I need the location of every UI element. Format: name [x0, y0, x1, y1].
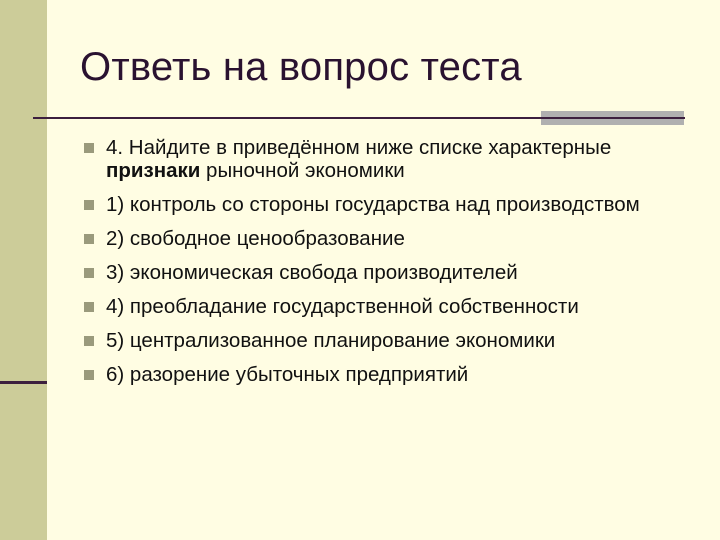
bullet-list [84, 136, 704, 397]
option-text: 1) контроль со стороны государства над производством [106, 193, 640, 216]
square-bullet-icon [84, 302, 94, 312]
title-underline-accent [541, 111, 684, 117]
option-text: 4) преобладание государственной собственности [106, 295, 579, 318]
question-text-bold: признаки [106, 159, 201, 182]
list-item-question [84, 136, 704, 182]
list-item-option-1 [84, 193, 704, 216]
list-item-option-3 [84, 261, 704, 284]
title-underline-accent-lower [541, 119, 684, 125]
question-text-suffix: рыночной экономики [200, 159, 405, 182]
slide-title: Ответь на вопрос теста [80, 45, 522, 89]
square-bullet-icon [84, 143, 94, 153]
list-item-option-2 [84, 227, 704, 250]
square-bullet-icon [84, 370, 94, 380]
list-item-option-5 [84, 329, 704, 352]
square-bullet-icon [84, 200, 94, 210]
square-bullet-icon [84, 234, 94, 244]
option-text: 2) свободное ценообразование [106, 227, 405, 250]
option-text: 6) разорение убыточных предприятий [106, 363, 469, 386]
list-item-option-6 [84, 363, 704, 386]
list-item-option-4 [84, 295, 704, 318]
square-bullet-icon [84, 336, 94, 346]
side-band-marker [0, 381, 47, 384]
question-text-prefix: 4. Найдите в приведённом ниже списке характерные [106, 136, 612, 159]
option-text: 5) централизованное планирование экономики [106, 329, 556, 352]
side-band [0, 0, 47, 540]
option-text: 3) экономическая свобода производителей [106, 261, 518, 284]
square-bullet-icon [84, 268, 94, 278]
